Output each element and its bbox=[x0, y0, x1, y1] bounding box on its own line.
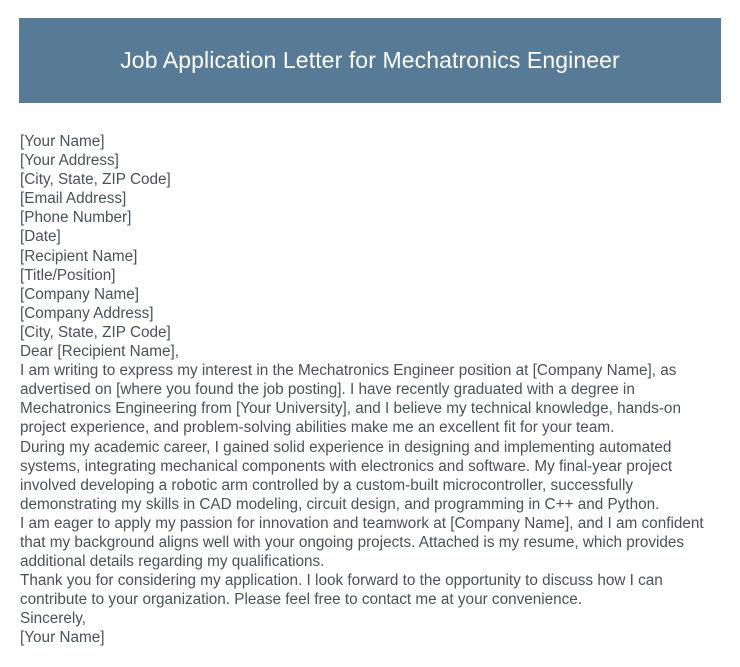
recipient-name: [Recipient Name] bbox=[20, 247, 138, 265]
recipient-title: [Title/Position] bbox=[20, 266, 116, 284]
sender-address: [Your Address] bbox=[20, 152, 119, 170]
recipient-city-state-zip: [City, State, ZIP Code] bbox=[20, 323, 171, 341]
letter-body bbox=[20, 132, 720, 648]
closing-salutation: Sincerely, bbox=[20, 610, 87, 628]
sender-name: [Your Name] bbox=[20, 133, 105, 150]
body-paragraph-2: During my academic career, I gained solid experience in designing and implementing automated systems, integrating mechanical components with electronics and software. My final-year project involved developing a robotic arm controlled by a custom-built microcontroller, successfully demonstrating my skills in CAD modeling, circuit design, and programming in C++ and Python. bbox=[20, 438, 677, 513]
body-paragraph-4: Thank you for considering my application. I look forward to the opportunity to discuss how I can contribute to your organization. Please feel free to contact me at your convenience. bbox=[20, 572, 668, 609]
signature-name: [Your Name] bbox=[20, 629, 105, 647]
recipient-company-name: [Company Name] bbox=[20, 285, 140, 303]
salutation: Dear [Recipient Name], bbox=[20, 343, 179, 361]
body-paragraph-1: I am writing to express my interest in the Mechatronics Engineer position at [Company Name], as advertised on [where you found the job posting]. I have recently graduated with a degree in Mechatronics Engineering from [Your University], and I believe my technical knowledge, hands-on project experience, and problem-solving abilities make me an excellent fit for your team. bbox=[20, 362, 686, 437]
sender-email: [Email Address] bbox=[20, 190, 127, 208]
sender-phone: [Phone Number] bbox=[20, 209, 132, 227]
recipient-company-address: [Company Address] bbox=[20, 304, 154, 322]
sender-city-state-zip: [City, State, ZIP Code] bbox=[20, 171, 171, 189]
document-title-banner bbox=[19, 18, 721, 103]
body-paragraph-3: I am eager to apply my passion for innovation and teamwork at [Company Name], and I am confident that my background aligns well with your ongoing projects. Attached is my resume, which provides additional details regarding my qualifications. bbox=[20, 514, 708, 571]
letter-date: [Date] bbox=[20, 228, 61, 246]
page-title: Job Application Letter for Mechatronics Engineer bbox=[120, 46, 620, 73]
